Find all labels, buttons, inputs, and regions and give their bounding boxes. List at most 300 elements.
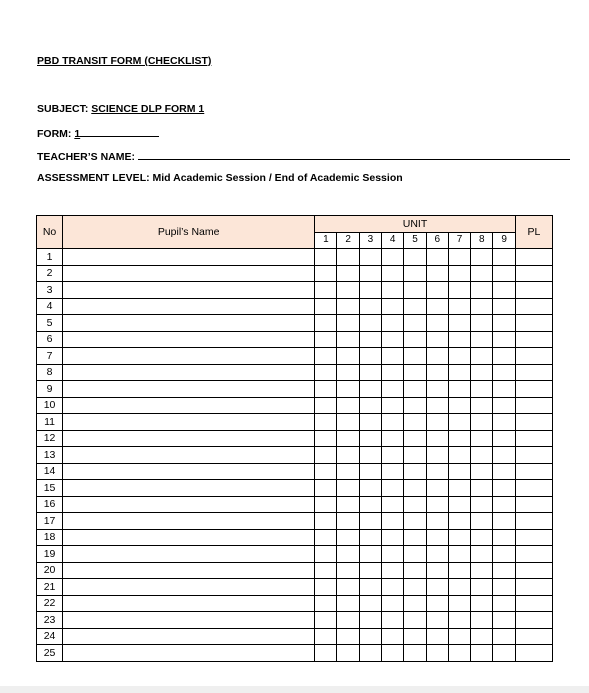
unit-check-cell[interactable] xyxy=(382,364,404,381)
row-number: 6 xyxy=(37,331,63,348)
table-row xyxy=(37,480,553,497)
unit-check-cell[interactable] xyxy=(471,348,493,365)
unit-check-cell[interactable] xyxy=(493,397,515,414)
header-no: No xyxy=(37,216,63,249)
unit-check-cell[interactable] xyxy=(382,480,404,497)
unit-check-cell[interactable] xyxy=(404,430,426,447)
unit-check-cell[interactable] xyxy=(404,298,426,315)
unit-check-cell[interactable] xyxy=(337,628,359,645)
unit-check-cell[interactable] xyxy=(471,430,493,447)
unit-check-cell[interactable] xyxy=(382,414,404,431)
unit-check-cell[interactable] xyxy=(471,315,493,332)
pl-cell[interactable] xyxy=(515,348,552,365)
unit-check-cell[interactable] xyxy=(315,430,337,447)
unit-check-cell[interactable] xyxy=(359,645,381,662)
unit-check-cell[interactable] xyxy=(471,579,493,596)
pl-cell[interactable] xyxy=(515,397,552,414)
unit-check-cell[interactable] xyxy=(448,562,470,579)
pl-cell[interactable] xyxy=(515,546,552,563)
unit-check-cell[interactable] xyxy=(359,249,381,266)
pupil-name-cell[interactable] xyxy=(63,249,315,266)
unit-check-cell[interactable] xyxy=(493,282,515,299)
unit-check-cell[interactable] xyxy=(493,480,515,497)
unit-check-cell[interactable] xyxy=(448,298,470,315)
unit-check-cell[interactable] xyxy=(404,397,426,414)
unit-check-cell[interactable] xyxy=(337,529,359,546)
unit-check-cell[interactable] xyxy=(493,645,515,662)
unit-check-cell[interactable] xyxy=(382,463,404,480)
unit-check-cell[interactable] xyxy=(359,562,381,579)
unit-check-cell[interactable] xyxy=(315,612,337,629)
unit-check-cell[interactable] xyxy=(426,348,448,365)
unit-check-cell[interactable] xyxy=(404,595,426,612)
row-number: 21 xyxy=(37,579,63,596)
pupil-name-cell[interactable] xyxy=(63,645,315,662)
unit-check-cell[interactable] xyxy=(337,364,359,381)
pupil-name-cell[interactable] xyxy=(63,496,315,513)
pl-cell[interactable] xyxy=(515,628,552,645)
unit-check-cell[interactable] xyxy=(337,315,359,332)
unit-check-cell[interactable] xyxy=(471,249,493,266)
unit-check-cell[interactable] xyxy=(471,381,493,398)
unit-check-cell[interactable] xyxy=(337,430,359,447)
unit-check-cell[interactable] xyxy=(426,628,448,645)
unit-check-cell[interactable] xyxy=(404,529,426,546)
unit-check-cell[interactable] xyxy=(471,447,493,464)
unit-check-cell[interactable] xyxy=(471,331,493,348)
unit-check-cell[interactable] xyxy=(359,546,381,563)
unit-check-cell[interactable] xyxy=(426,513,448,530)
pl-cell[interactable] xyxy=(515,595,552,612)
pl-cell[interactable] xyxy=(515,430,552,447)
unit-check-cell[interactable] xyxy=(315,628,337,645)
pupil-name-cell[interactable] xyxy=(63,480,315,497)
unit-check-cell[interactable] xyxy=(404,364,426,381)
unit-check-cell[interactable] xyxy=(426,265,448,282)
unit-check-cell[interactable] xyxy=(471,282,493,299)
unit-check-cell[interactable] xyxy=(359,463,381,480)
subject-value: SCIENCE DLP FORM 1 xyxy=(91,103,205,115)
unit-check-cell[interactable] xyxy=(426,645,448,662)
unit-check-cell[interactable] xyxy=(382,265,404,282)
unit-check-cell[interactable] xyxy=(426,480,448,497)
unit-check-cell[interactable] xyxy=(493,496,515,513)
unit-check-cell[interactable] xyxy=(448,397,470,414)
pupil-name-cell[interactable] xyxy=(63,628,315,645)
unit-check-cell[interactable] xyxy=(448,364,470,381)
unit-check-cell[interactable] xyxy=(315,348,337,365)
unit-check-cell[interactable] xyxy=(404,463,426,480)
unit-check-cell[interactable] xyxy=(493,249,515,266)
unit-check-cell[interactable] xyxy=(404,496,426,513)
unit-check-cell[interactable] xyxy=(404,265,426,282)
unit-check-cell[interactable] xyxy=(448,315,470,332)
unit-check-cell[interactable] xyxy=(359,529,381,546)
unit-check-cell[interactable] xyxy=(404,562,426,579)
unit-check-cell[interactable] xyxy=(359,595,381,612)
pupil-name-cell[interactable] xyxy=(63,315,315,332)
pupil-name-cell[interactable] xyxy=(63,562,315,579)
unit-check-cell[interactable] xyxy=(448,628,470,645)
pupil-name-cell[interactable] xyxy=(63,331,315,348)
unit-check-cell[interactable] xyxy=(315,364,337,381)
unit-check-cell[interactable] xyxy=(359,513,381,530)
unit-check-cell[interactable] xyxy=(359,612,381,629)
unit-check-cell[interactable] xyxy=(404,645,426,662)
unit-check-cell[interactable] xyxy=(315,447,337,464)
unit-check-cell[interactable] xyxy=(404,628,426,645)
unit-check-cell[interactable] xyxy=(404,612,426,629)
unit-check-cell[interactable] xyxy=(448,430,470,447)
unit-check-cell[interactable] xyxy=(337,265,359,282)
unit-check-cell[interactable] xyxy=(315,595,337,612)
unit-check-cell[interactable] xyxy=(493,364,515,381)
unit-check-cell[interactable] xyxy=(493,315,515,332)
unit-check-cell[interactable] xyxy=(448,546,470,563)
unit-check-cell[interactable] xyxy=(493,529,515,546)
unit-number-header: 1 xyxy=(315,232,337,249)
unit-check-cell[interactable] xyxy=(315,496,337,513)
unit-number-header: 6 xyxy=(426,232,448,249)
pl-cell[interactable] xyxy=(515,496,552,513)
unit-check-cell[interactable] xyxy=(448,529,470,546)
row-number: 2 xyxy=(37,265,63,282)
unit-check-cell[interactable] xyxy=(448,348,470,365)
unit-check-cell[interactable] xyxy=(404,348,426,365)
pl-cell[interactable] xyxy=(515,447,552,464)
pl-cell[interactable] xyxy=(515,645,552,662)
unit-check-cell[interactable] xyxy=(337,645,359,662)
unit-check-cell[interactable] xyxy=(448,249,470,266)
unit-check-cell[interactable] xyxy=(337,463,359,480)
pl-cell[interactable] xyxy=(515,529,552,546)
unit-check-cell[interactable] xyxy=(448,463,470,480)
unit-check-cell[interactable] xyxy=(359,628,381,645)
unit-check-cell[interactable] xyxy=(426,496,448,513)
unit-check-cell[interactable] xyxy=(337,282,359,299)
unit-check-cell[interactable] xyxy=(315,282,337,299)
pupil-name-cell[interactable] xyxy=(63,348,315,365)
unit-check-cell[interactable] xyxy=(382,612,404,629)
unit-check-cell[interactable] xyxy=(404,282,426,299)
unit-check-cell[interactable] xyxy=(426,579,448,596)
pupil-name-cell[interactable] xyxy=(63,298,315,315)
unit-check-cell[interactable] xyxy=(426,397,448,414)
unit-check-cell[interactable] xyxy=(493,298,515,315)
unit-check-cell[interactable] xyxy=(359,414,381,431)
unit-check-cell[interactable] xyxy=(404,480,426,497)
unit-check-cell[interactable] xyxy=(359,430,381,447)
unit-check-cell[interactable] xyxy=(359,364,381,381)
unit-check-cell[interactable] xyxy=(448,265,470,282)
table-row xyxy=(37,529,553,546)
unit-check-cell[interactable] xyxy=(426,298,448,315)
unit-check-cell[interactable] xyxy=(426,612,448,629)
unit-check-cell[interactable] xyxy=(471,397,493,414)
unit-check-cell[interactable] xyxy=(337,249,359,266)
unit-check-cell[interactable] xyxy=(382,645,404,662)
unit-check-cell[interactable] xyxy=(382,397,404,414)
unit-check-cell[interactable] xyxy=(382,381,404,398)
unit-check-cell[interactable] xyxy=(315,546,337,563)
unit-check-cell[interactable] xyxy=(471,645,493,662)
unit-check-cell[interactable] xyxy=(359,447,381,464)
unit-check-cell[interactable] xyxy=(404,381,426,398)
unit-check-cell[interactable] xyxy=(404,249,426,266)
unit-check-cell[interactable] xyxy=(315,579,337,596)
unit-check-cell[interactable] xyxy=(493,513,515,530)
unit-check-cell[interactable] xyxy=(493,612,515,629)
unit-check-cell[interactable] xyxy=(426,282,448,299)
row-number: 5 xyxy=(37,315,63,332)
unit-check-cell[interactable] xyxy=(448,579,470,596)
pupil-name-cell[interactable] xyxy=(63,430,315,447)
unit-check-cell[interactable] xyxy=(404,447,426,464)
pupil-name-cell[interactable] xyxy=(63,364,315,381)
pupil-name-cell[interactable] xyxy=(63,579,315,596)
unit-check-cell[interactable] xyxy=(404,315,426,332)
pl-cell[interactable] xyxy=(515,463,552,480)
unit-check-cell[interactable] xyxy=(382,249,404,266)
pupil-name-cell[interactable] xyxy=(63,513,315,530)
pupil-name-cell[interactable] xyxy=(63,529,315,546)
unit-check-cell[interactable] xyxy=(471,265,493,282)
unit-check-cell[interactable] xyxy=(382,496,404,513)
unit-check-cell[interactable] xyxy=(337,331,359,348)
unit-check-cell[interactable] xyxy=(337,381,359,398)
row-number: 18 xyxy=(37,529,63,546)
unit-check-cell[interactable] xyxy=(471,298,493,315)
unit-check-cell[interactable] xyxy=(448,595,470,612)
unit-check-cell[interactable] xyxy=(337,298,359,315)
unit-check-cell[interactable] xyxy=(315,298,337,315)
row-number: 22 xyxy=(37,595,63,612)
unit-check-cell[interactable] xyxy=(315,529,337,546)
unit-check-cell[interactable] xyxy=(471,480,493,497)
pl-cell[interactable] xyxy=(515,298,552,315)
unit-check-cell[interactable] xyxy=(426,364,448,381)
unit-check-cell[interactable] xyxy=(359,331,381,348)
unit-check-cell[interactable] xyxy=(315,265,337,282)
row-number: 15 xyxy=(37,480,63,497)
unit-check-cell[interactable] xyxy=(315,645,337,662)
unit-check-cell[interactable] xyxy=(382,628,404,645)
pl-cell[interactable] xyxy=(515,315,552,332)
unit-check-cell[interactable] xyxy=(382,430,404,447)
pl-cell[interactable] xyxy=(515,331,552,348)
unit-check-cell[interactable] xyxy=(426,414,448,431)
unit-check-cell[interactable] xyxy=(426,315,448,332)
unit-check-cell[interactable] xyxy=(382,447,404,464)
unit-check-cell[interactable] xyxy=(493,447,515,464)
unit-check-cell[interactable] xyxy=(426,529,448,546)
unit-check-cell[interactable] xyxy=(448,331,470,348)
unit-check-cell[interactable] xyxy=(471,529,493,546)
unit-check-cell[interactable] xyxy=(471,463,493,480)
unit-check-cell[interactable] xyxy=(426,463,448,480)
unit-check-cell[interactable] xyxy=(448,480,470,497)
unit-check-cell[interactable] xyxy=(359,381,381,398)
unit-check-cell[interactable] xyxy=(337,414,359,431)
pupil-name-cell[interactable] xyxy=(63,265,315,282)
unit-check-cell[interactable] xyxy=(493,562,515,579)
unit-check-cell[interactable] xyxy=(493,430,515,447)
table-row xyxy=(37,579,553,596)
pl-cell[interactable] xyxy=(515,381,552,398)
unit-check-cell[interactable] xyxy=(337,612,359,629)
unit-check-cell[interactable] xyxy=(448,513,470,530)
unit-check-cell[interactable] xyxy=(337,496,359,513)
unit-check-cell[interactable] xyxy=(426,447,448,464)
row-number: 14 xyxy=(37,463,63,480)
pupil-name-cell[interactable] xyxy=(63,282,315,299)
unit-check-cell[interactable] xyxy=(359,397,381,414)
unit-check-cell[interactable] xyxy=(382,348,404,365)
pupil-name-cell[interactable] xyxy=(63,612,315,629)
unit-check-cell[interactable] xyxy=(359,480,381,497)
unit-check-cell[interactable] xyxy=(471,546,493,563)
header-unit: UNIT xyxy=(315,216,516,233)
unit-check-cell[interactable] xyxy=(337,579,359,596)
unit-check-cell[interactable] xyxy=(471,562,493,579)
pupil-name-cell[interactable] xyxy=(63,463,315,480)
pl-cell[interactable] xyxy=(515,612,552,629)
unit-check-cell[interactable] xyxy=(471,612,493,629)
unit-check-cell[interactable] xyxy=(448,282,470,299)
unit-check-cell[interactable] xyxy=(337,348,359,365)
unit-check-cell[interactable] xyxy=(448,414,470,431)
unit-check-cell[interactable] xyxy=(493,463,515,480)
table-row xyxy=(37,331,553,348)
unit-check-cell[interactable] xyxy=(448,612,470,629)
row-number: 25 xyxy=(37,645,63,662)
unit-check-cell[interactable] xyxy=(493,579,515,596)
unit-check-cell[interactable] xyxy=(337,480,359,497)
unit-check-cell[interactable] xyxy=(315,463,337,480)
unit-check-cell[interactable] xyxy=(382,513,404,530)
unit-check-cell[interactable] xyxy=(493,381,515,398)
unit-check-cell[interactable] xyxy=(404,546,426,563)
pl-cell[interactable] xyxy=(515,364,552,381)
unit-check-cell[interactable] xyxy=(315,397,337,414)
unit-check-cell[interactable] xyxy=(471,496,493,513)
unit-check-cell[interactable] xyxy=(471,513,493,530)
unit-check-cell[interactable] xyxy=(359,265,381,282)
unit-check-cell[interactable] xyxy=(426,381,448,398)
unit-check-cell[interactable] xyxy=(493,265,515,282)
unit-check-cell[interactable] xyxy=(426,546,448,563)
pupil-name-cell[interactable] xyxy=(63,397,315,414)
unit-check-cell[interactable] xyxy=(471,595,493,612)
page-bottom-edge xyxy=(0,686,589,693)
unit-number-header: 7 xyxy=(448,232,470,249)
unit-check-cell[interactable] xyxy=(337,546,359,563)
unit-check-cell[interactable] xyxy=(471,364,493,381)
table-row xyxy=(37,298,553,315)
unit-check-cell[interactable] xyxy=(359,315,381,332)
unit-check-cell[interactable] xyxy=(493,414,515,431)
pupil-name-cell[interactable] xyxy=(63,595,315,612)
unit-check-cell[interactable] xyxy=(382,529,404,546)
unit-check-cell[interactable] xyxy=(337,595,359,612)
unit-check-cell[interactable] xyxy=(493,348,515,365)
unit-check-cell[interactable] xyxy=(471,628,493,645)
unit-check-cell[interactable] xyxy=(426,249,448,266)
pl-cell[interactable] xyxy=(515,513,552,530)
pupil-name-cell[interactable] xyxy=(63,546,315,563)
unit-check-cell[interactable] xyxy=(382,562,404,579)
row-number: 8 xyxy=(37,364,63,381)
unit-check-cell[interactable] xyxy=(426,562,448,579)
unit-check-cell[interactable] xyxy=(337,447,359,464)
row-number: 24 xyxy=(37,628,63,645)
unit-check-cell[interactable] xyxy=(404,579,426,596)
unit-check-cell[interactable] xyxy=(404,331,426,348)
pl-cell[interactable] xyxy=(515,562,552,579)
unit-check-cell[interactable] xyxy=(493,595,515,612)
unit-check-cell[interactable] xyxy=(382,298,404,315)
unit-check-cell[interactable] xyxy=(359,496,381,513)
unit-check-cell[interactable] xyxy=(315,562,337,579)
unit-check-cell[interactable] xyxy=(315,480,337,497)
unit-check-cell[interactable] xyxy=(315,381,337,398)
unit-check-cell[interactable] xyxy=(382,579,404,596)
pl-cell[interactable] xyxy=(515,414,552,431)
unit-check-cell[interactable] xyxy=(315,414,337,431)
pupil-name-cell[interactable] xyxy=(63,414,315,431)
unit-check-cell[interactable] xyxy=(426,331,448,348)
unit-check-cell[interactable] xyxy=(493,546,515,563)
row-number: 13 xyxy=(37,447,63,464)
unit-check-cell[interactable] xyxy=(337,562,359,579)
unit-check-cell[interactable] xyxy=(337,397,359,414)
unit-check-cell[interactable] xyxy=(382,546,404,563)
pl-cell[interactable] xyxy=(515,579,552,596)
pupil-name-cell[interactable] xyxy=(63,381,315,398)
unit-check-cell[interactable] xyxy=(315,315,337,332)
unit-check-cell[interactable] xyxy=(493,331,515,348)
unit-check-cell[interactable] xyxy=(404,414,426,431)
unit-check-cell[interactable] xyxy=(471,414,493,431)
pupil-name-cell[interactable] xyxy=(63,447,315,464)
unit-check-cell[interactable] xyxy=(359,579,381,596)
unit-check-cell[interactable] xyxy=(426,595,448,612)
unit-check-cell[interactable] xyxy=(382,595,404,612)
unit-check-cell[interactable] xyxy=(315,331,337,348)
unit-check-cell[interactable] xyxy=(315,513,337,530)
pl-cell[interactable] xyxy=(515,265,552,282)
unit-check-cell[interactable] xyxy=(382,315,404,332)
unit-check-cell[interactable] xyxy=(448,496,470,513)
unit-check-cell[interactable] xyxy=(359,282,381,299)
unit-check-cell[interactable] xyxy=(404,513,426,530)
unit-check-cell[interactable] xyxy=(448,447,470,464)
table-row xyxy=(37,265,553,282)
unit-check-cell[interactable] xyxy=(382,282,404,299)
unit-check-cell[interactable] xyxy=(426,430,448,447)
unit-check-cell[interactable] xyxy=(448,645,470,662)
unit-check-cell[interactable] xyxy=(337,513,359,530)
unit-check-cell[interactable] xyxy=(382,331,404,348)
unit-check-cell[interactable] xyxy=(315,249,337,266)
unit-check-cell[interactable] xyxy=(493,628,515,645)
unit-check-cell[interactable] xyxy=(359,348,381,365)
unit-check-cell[interactable] xyxy=(359,298,381,315)
pl-cell[interactable] xyxy=(515,249,552,266)
pl-cell[interactable] xyxy=(515,282,552,299)
pl-cell[interactable] xyxy=(515,480,552,497)
unit-check-cell[interactable] xyxy=(448,381,470,398)
